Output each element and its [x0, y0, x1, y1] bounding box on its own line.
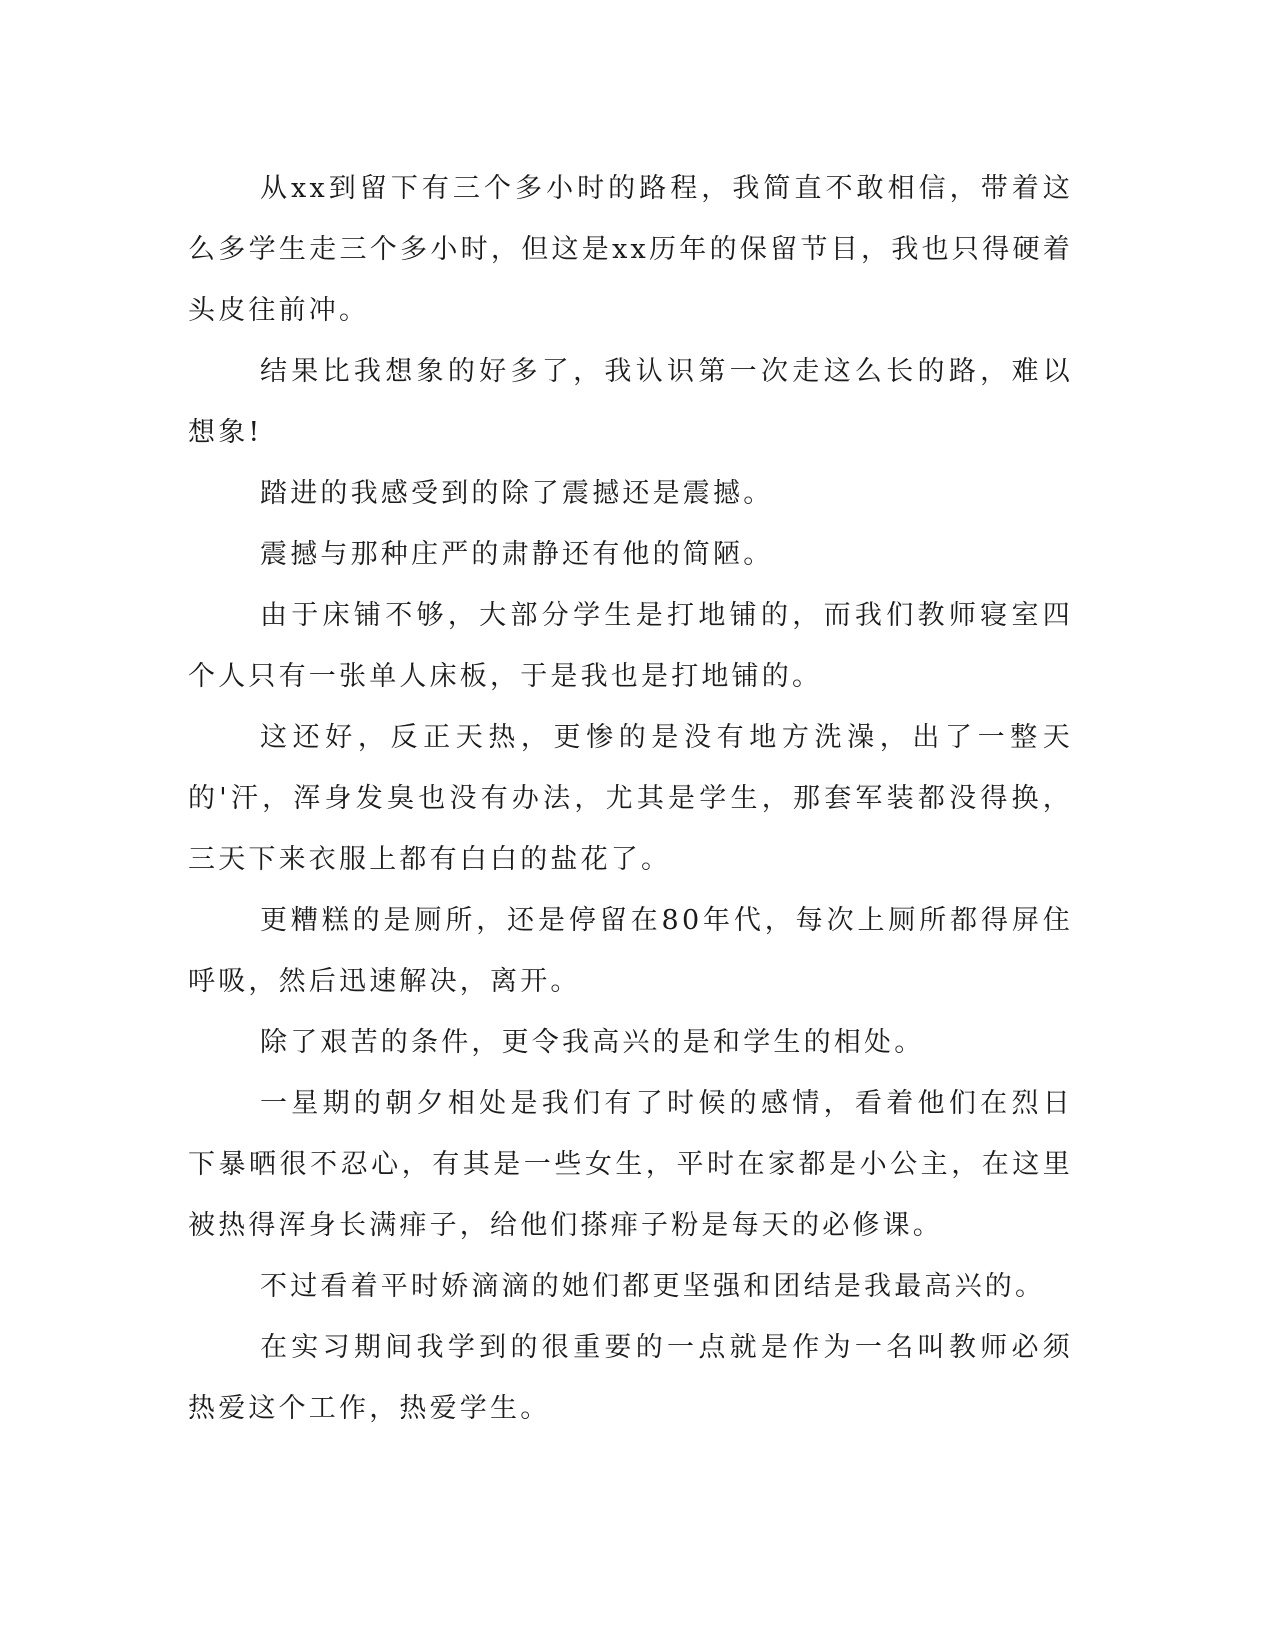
paragraph-10: 不过看着平时娇滴滴的她们都更坚强和团结是我最高兴的。 — [260, 1271, 1046, 1302]
paragraph-5: 由于床铺不够，大部分学生是打地铺的，而我们教师寝室四个人只有一张单人床板，于是我也是打地铺的。 — [188, 600, 1073, 692]
paragraph-8: 除了艰苦的条件，更令我高兴的是和学生的相处。 — [260, 1027, 925, 1058]
paragraph-2: 结果比我想象的好多了，我认识第一次走这么长的路，难以想象! — [188, 356, 1073, 448]
document-body — [188, 158, 1073, 1439]
paragraph-3: 踏进的我感受到的除了震撼还是震撼。 — [260, 478, 774, 509]
paragraph-11: 在实习期间我学到的很重要的一点就是作为一名叫教师必须热爱这个工作，热爱学生。 — [188, 1332, 1073, 1424]
paragraph-6: 这还好，反正天热，更惨的是没有地方洗澡，出了一整天的'汗，浑身发臭也没有办法，尤其是学生，那套军装都没得换，三天下来衣服上都有白白的盐花了。 — [188, 722, 1073, 875]
paragraph-1: 从xx到留下有三个多小时的路程，我简直不敢相信，带着这么多学生走三个多小时，但这是xx历年的保留节目，我也只得硬着头皮往前冲。 — [188, 173, 1073, 326]
paragraph-9: 一星期的朝夕相处是我们有了时候的感情，看着他们在烈日下暴晒很不忍心，有其是一些女生，平时在家都是小公主，在这里被热得浑身长满痱子，给他们搽痱子粉是每天的必修课。 — [188, 1088, 1073, 1241]
paragraph-4: 震撼与那种庄严的肃静还有他的简陋。 — [260, 539, 774, 570]
paragraph-7: 更糟糕的是厕所，还是停留在80年代，每次上厕所都得屏住呼吸，然后迅速解决，离开。 — [188, 905, 1073, 997]
